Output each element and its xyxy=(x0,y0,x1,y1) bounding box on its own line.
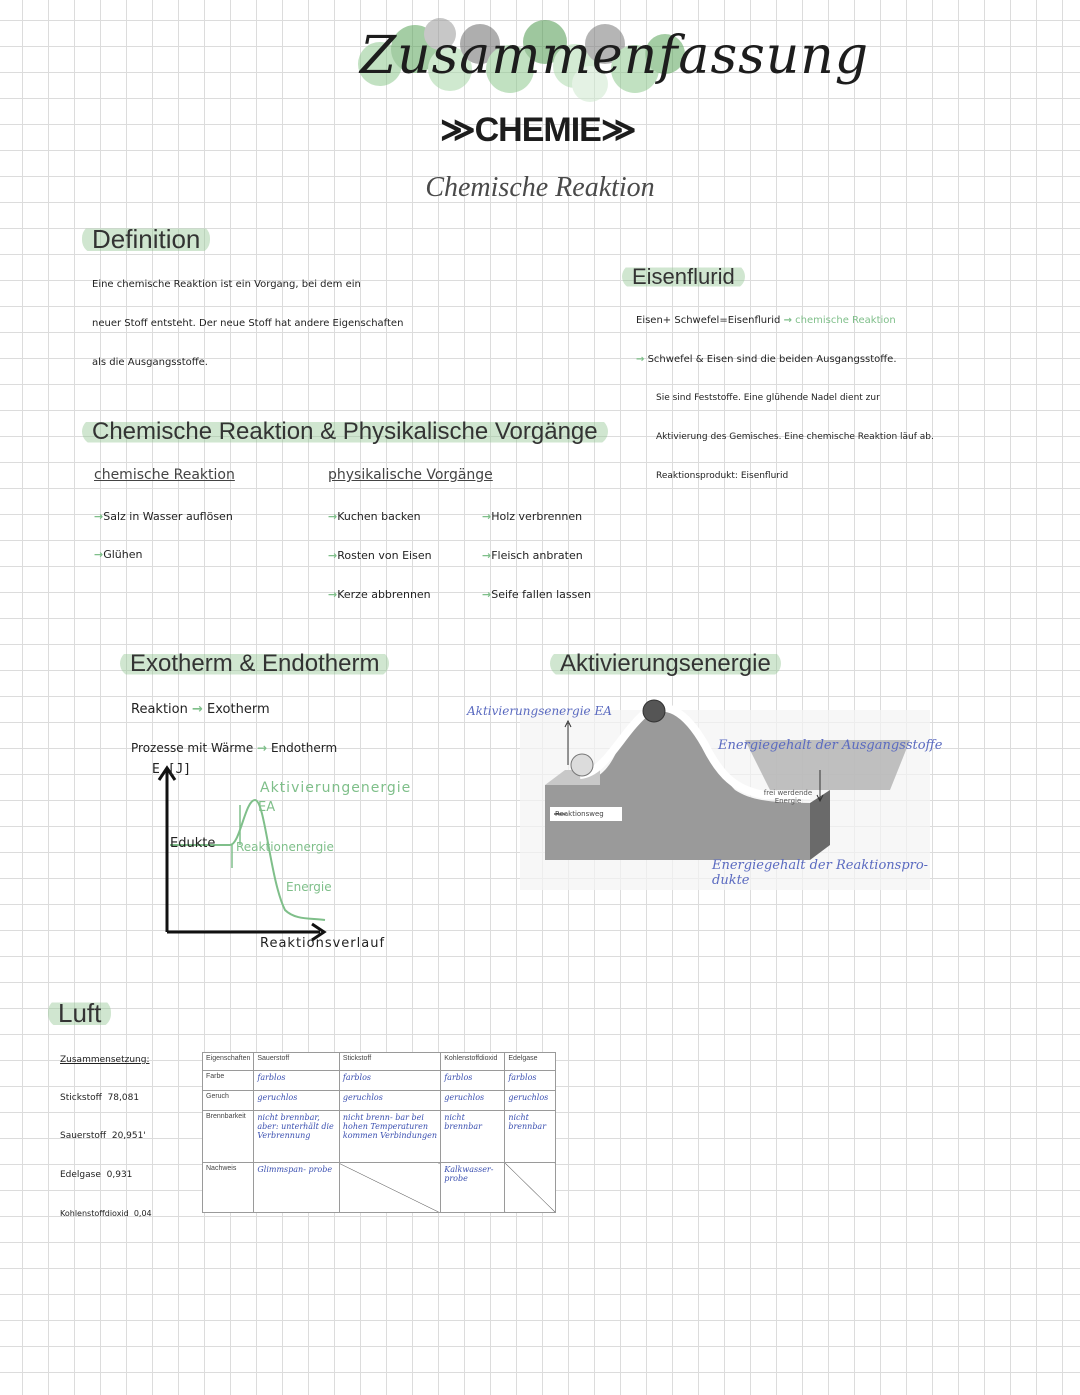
ball-start xyxy=(571,754,593,776)
col1-title: chemische Reaktion xyxy=(94,467,235,483)
exotherm-line-2-a: Prozesse mit Wärme xyxy=(131,741,254,755)
list-item xyxy=(328,549,432,562)
activation-ea-note: Aktivierungsenergie EA xyxy=(467,704,612,718)
ea-label: EA xyxy=(258,800,276,815)
table-cell: farblos xyxy=(441,1071,505,1091)
arrow-right-icon: → xyxy=(783,315,792,326)
luft-heading-text: Luft xyxy=(48,998,111,1028)
exotherm-line-2 xyxy=(131,741,337,755)
topic-title: Chemische Reaktion xyxy=(425,172,655,203)
table-cell: nicht brenn- bar bei hohen Temperaturen kommen Verbindungen xyxy=(339,1111,440,1163)
composition-row xyxy=(60,1170,132,1180)
eisenflurid-line-1 xyxy=(636,354,897,365)
list-item xyxy=(94,548,142,561)
table-header: Stickstoff xyxy=(339,1053,440,1071)
arrow-right-icon: → xyxy=(482,588,492,601)
table-row xyxy=(203,1163,556,1213)
eisenflurid-equation xyxy=(636,315,896,326)
table-cell: geruchlos xyxy=(505,1091,556,1111)
page-title: Zusammenfassung xyxy=(360,26,870,86)
list-item xyxy=(482,510,582,523)
activation-heading-text: Aktivierungsenergie xyxy=(550,650,781,677)
table-cell: Brennbarkeit xyxy=(203,1111,254,1163)
table-cell: geruchlos xyxy=(339,1091,440,1111)
table-cell: nicht brennbar xyxy=(505,1111,556,1163)
eisenflurid-heading xyxy=(622,264,745,290)
list-item xyxy=(94,510,233,523)
composition-value: 0,04 xyxy=(133,1209,152,1218)
composition-row xyxy=(60,1093,139,1103)
definition-heading-text: Definition xyxy=(82,224,210,254)
table-cell: Glimmspan- probe xyxy=(254,1163,340,1213)
free-energy-label: frei werdende Energie xyxy=(763,789,813,805)
x-axis-label: Reaktionsverlauf xyxy=(260,936,386,951)
luft-heading xyxy=(48,998,111,1029)
definition-line-1: Eine chemische Reaktion ist ein Vorgang, bei dem ein xyxy=(92,279,361,290)
arrow-right-icon: → xyxy=(482,510,492,523)
equation-note: chemische Reaktion xyxy=(795,315,896,326)
arrow-right-icon: → xyxy=(636,354,645,365)
list-item-text: Rosten von Eisen xyxy=(337,549,432,562)
table-cell: nicht brennbar xyxy=(441,1111,505,1163)
list-item-text: Salz in Wasser auflösen xyxy=(103,510,233,523)
composition-name: Sauerstoff xyxy=(60,1131,107,1141)
table-cell-crossed xyxy=(339,1163,440,1213)
arrow-right-icon: → xyxy=(328,510,338,523)
eisenflurid-heading-text: Eisenflurid xyxy=(622,264,745,289)
arrow-right-icon: → xyxy=(94,510,104,523)
col2-title: physikalische Vorgänge xyxy=(328,467,493,483)
reaction-energy-label: Reaktionenergie xyxy=(236,840,334,854)
table-header: Edelgase xyxy=(505,1053,556,1071)
list-item-text: Glühen xyxy=(103,548,143,561)
table-cell: geruchlos xyxy=(254,1091,340,1111)
composition-name: Stickstoff xyxy=(60,1093,102,1103)
table-cell: geruchlos xyxy=(441,1091,505,1111)
table-cell: farblos xyxy=(339,1071,440,1091)
composition-row xyxy=(60,1209,152,1218)
eisenflurid-line-3: Aktivierung des Gemisches. Eine chemische Reaktion läuf ab. xyxy=(656,432,934,442)
exotherm-line-1 xyxy=(131,702,270,717)
arrow-right-icon: → xyxy=(328,588,338,601)
equation-text: Eisen+ Schwefel=Eisenflurid xyxy=(636,315,781,326)
table-header: Eigenschaften xyxy=(203,1053,254,1071)
table-cell: farblos xyxy=(254,1071,340,1091)
table-row xyxy=(203,1071,556,1091)
composition-name: Edelgase xyxy=(60,1170,101,1180)
list-item-text: Holz verbrennen xyxy=(491,510,583,523)
end-energy-note: Energiegehalt der Reaktionspro- dukte xyxy=(712,858,929,888)
gas-properties-table xyxy=(202,1052,556,1213)
list-item-text: Fleisch anbraten xyxy=(491,549,583,562)
subject-title: ≫CHEMIE≫ xyxy=(440,111,636,149)
list-item xyxy=(328,510,421,523)
energy-label: Energie xyxy=(286,880,332,894)
definition-heading xyxy=(82,224,210,255)
table-cell: Nachweis xyxy=(203,1163,254,1213)
list-item xyxy=(328,588,431,601)
arrow-right-icon: → xyxy=(191,702,203,717)
list-item-text: Seife fallen lassen xyxy=(491,588,592,601)
list-item xyxy=(482,588,591,601)
arrow-right-icon: → xyxy=(482,549,492,562)
list-item-text: Kuchen backen xyxy=(337,510,421,523)
edukte-label: Edukte xyxy=(170,836,216,851)
composition-value: 0,931 xyxy=(106,1170,133,1180)
arrow-right-icon: → xyxy=(328,549,338,562)
eisenflurid-line-2: Sie sind Feststoffe. Eine glühende Nadel dient zur xyxy=(656,393,880,403)
start-energy-note: Energiegehalt der Ausgangsstoffe xyxy=(718,738,943,753)
activation-energy-label: Aktivierungenergie xyxy=(260,780,412,796)
reaction-path-label: Reaktionsweg xyxy=(555,810,604,818)
composition-title: Zusammensetzung: xyxy=(60,1055,150,1065)
comparison-heading xyxy=(82,418,608,446)
table-cell: farblos xyxy=(505,1071,556,1091)
definition-line-2: neuer Stoff entsteht. Der neue Stoff hat andere Eigenschaften xyxy=(92,318,404,329)
table-row xyxy=(203,1111,556,1163)
exotherm-heading xyxy=(120,650,389,678)
table-header: Sauerstoff xyxy=(254,1053,340,1071)
table-cell: nicht brennbar, aber: unterhält die Verbrennung xyxy=(254,1111,340,1163)
composition-row xyxy=(60,1131,146,1141)
list-item xyxy=(482,549,583,562)
activation-heading xyxy=(550,650,781,678)
arrow-right-icon: → xyxy=(94,548,104,561)
eisenflurid-line-4: Reaktionsprodukt: Eisenflurid xyxy=(656,471,789,481)
comparison-heading-text: Chemische Reaktion & Physikalische Vorgänge xyxy=(82,418,608,445)
table-row xyxy=(203,1091,556,1111)
y-axis-label: E [J] xyxy=(152,762,192,777)
exotherm-heading-text: Exotherm & Endotherm xyxy=(120,650,389,677)
composition-name: Kohlenstoffdioxid xyxy=(60,1209,129,1218)
exotherm-line-1-b: Exotherm xyxy=(207,702,270,717)
table-header: Kohlenstoffdioxid xyxy=(441,1053,505,1071)
list-item-text: Kerze abbrennen xyxy=(337,588,431,601)
ball-top xyxy=(643,700,665,722)
composition-value: 78,081 xyxy=(107,1093,140,1103)
table-cell-crossed xyxy=(505,1163,556,1213)
energy-curve xyxy=(170,800,325,920)
eisenflurid-line-1-text: Schwefel & Eisen sind die beiden Ausgangsstoffe. xyxy=(647,354,897,365)
definition-line-3: als die Ausgangsstoffe. xyxy=(92,357,208,368)
arrow-right-icon: → xyxy=(257,741,268,755)
composition-value: 20,951' xyxy=(111,1131,146,1141)
table-cell: Geruch xyxy=(203,1091,254,1111)
table-header-row xyxy=(203,1053,556,1071)
table-cell: Farbe xyxy=(203,1071,254,1091)
exotherm-line-2-b: Endotherm xyxy=(270,741,338,755)
table-cell: Kalkwasser- probe xyxy=(441,1163,505,1213)
exotherm-line-1-a: Reaktion xyxy=(131,702,188,717)
